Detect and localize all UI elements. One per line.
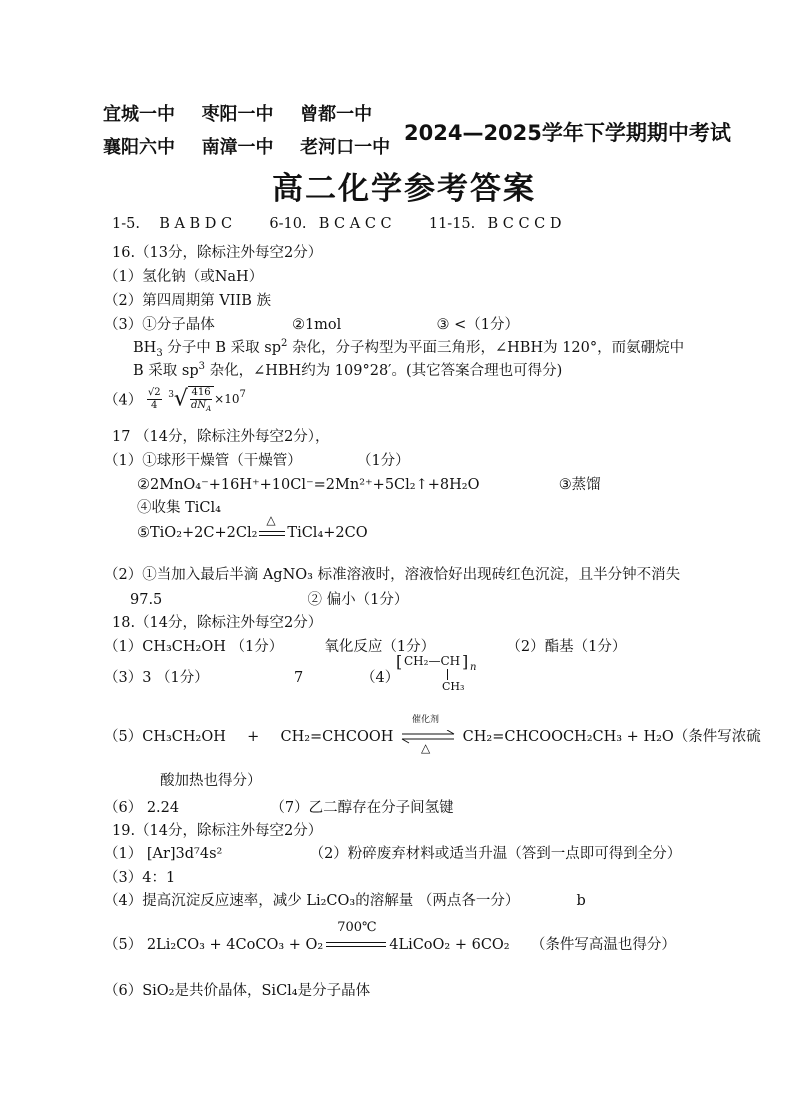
superscript: 7 bbox=[239, 389, 246, 401]
mc-answer: B A B D C bbox=[159, 216, 233, 232]
q18-part-4-label: （4） bbox=[361, 670, 400, 686]
equation-text: ⑤TiO₂+2C+2Cl₂ bbox=[137, 525, 258, 541]
answer-text: （6） 2.24 bbox=[104, 800, 180, 816]
exam-title: 2024—2025学年下学期期中考试 bbox=[404, 121, 731, 145]
radical-sign-icon: √ bbox=[173, 386, 188, 412]
q17-part-1e bbox=[137, 513, 368, 541]
catalyst-label: 催化剂 bbox=[412, 715, 440, 725]
q17-part-2a: （2）①当加入最后半滴 AgNO₃ 标准溶液时，溶液恰好出现砖红色沉淀，且半分钟不消失 bbox=[104, 567, 681, 583]
q17-heading: 17 （14分，除标注外每空2分）， bbox=[112, 429, 330, 445]
q16-part-1: （1）氢化钠（或NaH） bbox=[104, 269, 264, 285]
q18-heading: 18.（14分，除标注外每空2分） bbox=[112, 615, 323, 631]
root-fraction bbox=[190, 387, 212, 412]
equals-line bbox=[326, 942, 386, 943]
q18-part-5 bbox=[104, 715, 761, 755]
equation-text: ②2MnO₄⁻+16H⁺+10Cl⁻=2Mn²⁺+5Cl₂↑+8H₂O bbox=[137, 477, 480, 493]
q17-part-1b bbox=[137, 473, 601, 494]
answer-text: （1） [Ar]3d⁷4s² bbox=[104, 846, 223, 862]
bracket-right-icon: ] bbox=[462, 652, 469, 671]
subscript: 3 bbox=[156, 347, 163, 359]
denominator-text: dN bbox=[190, 400, 207, 411]
root-index: 3 bbox=[168, 390, 174, 400]
answer-text: （3）①分子晶体 bbox=[104, 317, 215, 333]
answer-text: （条件写高温也得分） bbox=[530, 937, 676, 953]
q17-part-2b bbox=[130, 588, 408, 609]
school-row-2 bbox=[103, 133, 390, 159]
cube-root-body bbox=[188, 386, 214, 412]
answer-text: 分子中 B 采取 sp bbox=[162, 340, 282, 356]
branch-bond bbox=[447, 669, 448, 680]
answer-text: B 采取 sp bbox=[133, 363, 199, 379]
equation-text: CH₂=CHCOOH bbox=[280, 729, 394, 745]
polymer-branch: CH₃ bbox=[442, 680, 465, 693]
mc-answer: B C C C D bbox=[487, 216, 562, 232]
school-name: 襄阳六中 bbox=[103, 137, 175, 158]
temperature-label: 700℃ bbox=[337, 920, 377, 935]
document-title: 高二化学参考答案 bbox=[272, 171, 536, 207]
answer-text: （4）提高沉淀反应速率，减少 Li₂CO₃的溶解量 （两点各一分） bbox=[104, 893, 520, 909]
answer-text: 杂化，分子构型为平面三角形，∠HBH为 120°，而氨硼烷中 bbox=[287, 340, 685, 356]
q19-part-1-2 bbox=[104, 842, 681, 863]
q16-part-3 bbox=[104, 313, 519, 334]
answer-text: （1）CH₃CH₂OH （1分） bbox=[104, 639, 284, 655]
q19-part-3: （3）4：1 bbox=[104, 870, 176, 886]
answer-text: ×10 bbox=[214, 392, 240, 406]
q18-part-1-2 bbox=[104, 635, 626, 656]
answer-text: （1分） bbox=[356, 453, 410, 469]
subscript: A bbox=[206, 405, 212, 413]
bracket-left-icon: [ bbox=[396, 652, 403, 671]
q16-explanation-line-2 bbox=[133, 359, 562, 380]
answer-text: （3）3 （1分） bbox=[104, 670, 209, 686]
equation-text: （5） 2Li₂CO₃ + 4CoCO₃ + O₂ bbox=[104, 937, 324, 953]
q16-heading: 16.（13分，除标注外每空2分） bbox=[112, 245, 323, 261]
school-name: 宜城一中 bbox=[103, 104, 175, 125]
answer-text: ②1mol bbox=[291, 317, 342, 333]
answer-text: ② 偏小（1分） bbox=[307, 592, 409, 608]
mc-label: 11-15. bbox=[428, 216, 476, 232]
repeat-subscript: n bbox=[470, 662, 477, 673]
answer-text: 氧化反应（1分） bbox=[324, 639, 436, 655]
equals-line bbox=[259, 535, 285, 536]
formula-text: BH bbox=[133, 340, 157, 356]
school-name: 南漳一中 bbox=[201, 137, 274, 158]
answer-text: 97.5 bbox=[130, 592, 163, 608]
school-name: 老河口一中 bbox=[300, 137, 391, 158]
fraction-denominator: 4 bbox=[151, 399, 158, 411]
polymer-chain: CH₂—CH bbox=[404, 654, 461, 668]
q18-part-5-cont: 酸加热也得分） bbox=[160, 773, 262, 789]
fraction-denominator bbox=[190, 400, 212, 412]
answer-text: 杂化，∠HBH约为 109°28′。(其它答案合理也可得分) bbox=[204, 363, 563, 379]
q19-heading: 19.（14分，除标注外每空2分） bbox=[112, 823, 323, 839]
equation-condition bbox=[323, 920, 389, 952]
school-name: 曾都一中 bbox=[300, 104, 373, 125]
heat-icon: △ bbox=[421, 741, 431, 755]
q16-explanation-line-1 bbox=[133, 336, 684, 357]
plus-sign: + bbox=[247, 729, 260, 745]
equals-line bbox=[326, 946, 386, 947]
mc-label: 6-10. bbox=[269, 216, 307, 232]
answer-text: （2）酯基（1分） bbox=[506, 639, 627, 655]
superscript: 3 bbox=[198, 361, 205, 373]
school-row-1 bbox=[103, 100, 372, 126]
equation-text: （5）CH₃CH₂OH bbox=[104, 729, 226, 745]
answer-text: （2）粉碎废弃材料或适当升温（答到一点即可得到全分） bbox=[309, 846, 682, 862]
equation-text: CH₂=CHCOOCH₂CH₃ + H₂O（条件写浓硫 bbox=[462, 729, 761, 745]
q18-part-3 bbox=[104, 666, 303, 687]
mc-answers bbox=[112, 216, 562, 232]
q19-part-4 bbox=[104, 889, 586, 910]
fraction-numerator: 416 bbox=[191, 387, 211, 398]
answer-text: ③ <（1分） bbox=[436, 317, 519, 333]
q16-part-4 bbox=[104, 386, 246, 412]
reversible-arrow bbox=[398, 715, 458, 755]
fraction-numerator: √2 bbox=[147, 386, 161, 398]
q17-part-1a bbox=[104, 449, 410, 470]
equation-text: 4LiCoO₂ + 6CO₂ bbox=[389, 937, 510, 953]
q19-part-6: （6）SiO₂是共价晶体，SiCl₄是分子晶体 bbox=[104, 983, 371, 999]
answer-text: 7 bbox=[294, 670, 304, 686]
coefficient-fraction bbox=[147, 387, 162, 412]
equals-line bbox=[259, 531, 285, 532]
equation-arrow bbox=[257, 513, 287, 540]
heat-icon: △ bbox=[266, 513, 276, 527]
mc-label: 1-5. bbox=[112, 216, 140, 232]
q17-part-1d: ④收集 TiCl₄ bbox=[137, 500, 221, 516]
q19-part-5 bbox=[104, 920, 676, 954]
q16-part-2: （2）第四周期第 VIIB 族 bbox=[104, 293, 272, 309]
polymer-structure bbox=[396, 652, 486, 696]
answer-text: ③蒸馏 bbox=[558, 477, 601, 493]
q18-part-6-7 bbox=[104, 796, 454, 817]
school-name: 枣阳一中 bbox=[201, 104, 274, 125]
answer-text: （7）乙二醇存在分子间氢键 bbox=[270, 800, 454, 816]
answer-text: b bbox=[576, 893, 586, 909]
equation-text: TiCl₄+2CO bbox=[287, 525, 368, 541]
answer-text: （1）①球形干燥管（干燥管） bbox=[104, 453, 302, 469]
mc-answer: B C A C C bbox=[318, 216, 392, 232]
answer-text: （4） bbox=[104, 392, 143, 409]
superscript: 2 bbox=[281, 338, 288, 350]
